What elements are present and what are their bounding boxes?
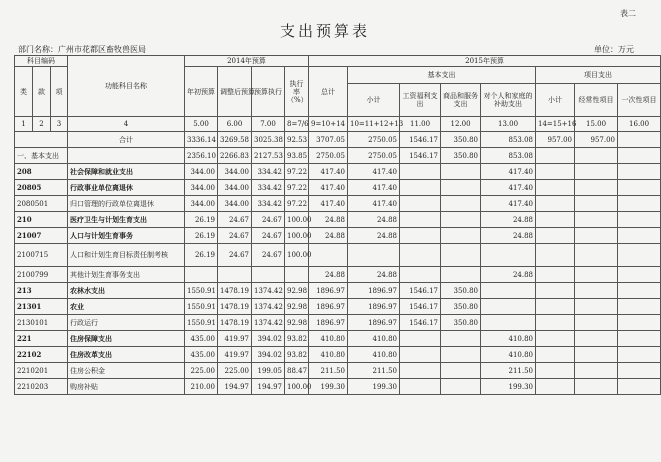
value-cell: 199.30: [348, 379, 400, 395]
subject-code-cell: 20805: [15, 180, 68, 196]
value-cell: 853.08: [481, 148, 536, 164]
value-cell: 225.00: [218, 363, 252, 379]
header-budget-2015: 2015年预算: [309, 56, 661, 67]
value-cell: 350.80: [441, 315, 481, 331]
value-cell: [575, 244, 618, 267]
value-cell: [618, 379, 661, 395]
value-cell: [618, 347, 661, 363]
function-name-cell: 社会保障和就业支出: [68, 164, 185, 180]
value-cell: [536, 164, 575, 180]
value-cell: [575, 148, 618, 164]
value-cell: 1896.97: [348, 299, 400, 315]
value-cell: [536, 347, 575, 363]
value-cell: 350.80: [441, 132, 481, 148]
value-cell: [618, 132, 661, 148]
value-cell: [400, 180, 441, 196]
value-cell: 1546.17: [400, 315, 441, 331]
table-row: [15, 331, 661, 347]
value-cell: 1374.42: [252, 315, 285, 331]
index-cell: 9=10+14: [309, 117, 348, 132]
value-cell: 1546.17: [400, 132, 441, 148]
function-name-cell: 合计: [68, 132, 185, 148]
unit-label: 单位：万元: [594, 45, 634, 54]
value-cell: 2750.05: [348, 148, 400, 164]
table-row: [15, 299, 661, 315]
index-row: [15, 117, 661, 132]
value-cell: 3336.14: [185, 132, 218, 148]
value-cell: 1546.17: [400, 148, 441, 164]
value-cell: 417.40: [348, 196, 400, 212]
header-subject-code: 科目编码: [15, 56, 68, 67]
value-cell: [536, 212, 575, 228]
header-func-name: 功能科目名称: [68, 56, 185, 117]
value-cell: [441, 331, 481, 347]
value-cell: 26.19: [185, 244, 218, 267]
value-cell: 419.97: [218, 331, 252, 347]
value-cell: 1896.97: [309, 315, 348, 331]
value-cell: 410.80: [348, 347, 400, 363]
value-cell: [575, 379, 618, 395]
value-cell: [575, 283, 618, 299]
value-cell: 1478.19: [218, 315, 252, 331]
table-row: [15, 267, 661, 283]
value-cell: [400, 196, 441, 212]
value-cell: 24.67: [218, 244, 252, 267]
subject-code-cell: 21301: [15, 299, 68, 315]
value-cell: 1896.97: [348, 283, 400, 299]
function-name-cell: 归口管理的行政单位离退休: [68, 196, 185, 212]
value-cell: 24.88: [348, 267, 400, 283]
value-cell: 2127.53: [252, 148, 285, 164]
value-cell: [618, 363, 661, 379]
value-cell: 92.53: [285, 132, 309, 148]
value-cell: [400, 164, 441, 180]
table-row: [15, 315, 661, 331]
value-cell: 344.00: [185, 164, 218, 180]
value-cell: [441, 164, 481, 180]
value-cell: 2356.10: [185, 148, 218, 164]
value-cell: 957.00: [536, 132, 575, 148]
value-cell: 350.80: [441, 299, 481, 315]
value-cell: 97.22: [285, 196, 309, 212]
index-cell: 3: [51, 117, 68, 132]
header-exec-rate: 执行率（%）: [285, 67, 309, 117]
value-cell: [575, 299, 618, 315]
value-cell: 1478.19: [218, 299, 252, 315]
value-cell: 24.88: [481, 228, 536, 244]
value-cell: [252, 267, 285, 283]
function-name-cell: 人口和计划生育目标责任制考核: [68, 244, 185, 267]
value-cell: 344.00: [218, 164, 252, 180]
value-cell: 957.00: [575, 132, 618, 148]
value-cell: 394.02: [252, 331, 285, 347]
value-cell: 93.82: [285, 331, 309, 347]
value-cell: 3269.58: [218, 132, 252, 148]
value-cell: [536, 283, 575, 299]
value-cell: 419.97: [218, 347, 252, 363]
value-cell: 1478.19: [218, 283, 252, 299]
value-cell: 199.05: [252, 363, 285, 379]
header-basic: 基本支出: [348, 67, 536, 84]
function-name-cell: 其他计划生育事务支出: [68, 267, 185, 283]
table-row: [15, 196, 661, 212]
value-cell: [536, 363, 575, 379]
value-cell: [400, 267, 441, 283]
value-cell: [618, 267, 661, 283]
subject-code-cell: 210: [15, 212, 68, 228]
value-cell: 334.42: [252, 164, 285, 180]
value-cell: [575, 196, 618, 212]
value-cell: [618, 180, 661, 196]
index-cell: 12.00: [441, 117, 481, 132]
value-cell: [618, 212, 661, 228]
value-cell: 853.08: [481, 132, 536, 148]
value-cell: 100.00: [285, 212, 309, 228]
header-lei: 类: [15, 67, 33, 117]
header-recurring: 经常性项目: [575, 84, 618, 117]
value-cell: [441, 180, 481, 196]
value-cell: [536, 180, 575, 196]
value-cell: [575, 164, 618, 180]
index-cell: 7.00: [252, 117, 285, 132]
header-project-subtotal: 小计: [536, 84, 575, 117]
value-cell: 417.40: [481, 196, 536, 212]
table-row: [15, 132, 661, 148]
value-cell: 334.42: [252, 180, 285, 196]
index-cell: 13.00: [481, 117, 536, 132]
header-basic-subtotal: 小计: [348, 84, 400, 117]
value-cell: [348, 244, 400, 267]
value-cell: [400, 228, 441, 244]
function-name-cell: 人口与计划生育事务: [68, 228, 185, 244]
subject-code-cell: 2100715: [15, 244, 68, 267]
value-cell: [536, 315, 575, 331]
value-cell: [185, 267, 218, 283]
value-cell: 100.00: [285, 228, 309, 244]
value-cell: 1550.91: [185, 283, 218, 299]
value-cell: 410.80: [481, 347, 536, 363]
value-cell: [400, 331, 441, 347]
value-cell: [536, 331, 575, 347]
value-cell: [536, 228, 575, 244]
subject-code-cell: 2210201: [15, 363, 68, 379]
function-name-cell: 农业: [68, 299, 185, 315]
value-cell: 1374.42: [252, 283, 285, 299]
value-cell: [618, 315, 661, 331]
index-cell: 15.00: [575, 117, 618, 132]
value-cell: [481, 283, 536, 299]
subject-code-cell: 21007: [15, 228, 68, 244]
value-cell: [575, 212, 618, 228]
function-name-cell: 行政运行: [68, 315, 185, 331]
index-cell: 8=7/6: [285, 117, 309, 132]
value-cell: 394.02: [252, 347, 285, 363]
value-cell: [441, 212, 481, 228]
table-row: [15, 164, 661, 180]
subject-code-cell: 2080501: [15, 196, 68, 212]
value-cell: 211.50: [348, 363, 400, 379]
header-execution: 预算执行: [252, 67, 285, 117]
value-cell: 344.00: [185, 180, 218, 196]
table-row: [15, 363, 661, 379]
value-cell: 2266.83: [218, 148, 252, 164]
value-cell: 24.67: [218, 228, 252, 244]
subject-code-cell: 213: [15, 283, 68, 299]
subject-code-cell: 一、基本支出: [15, 148, 68, 164]
value-cell: [481, 315, 536, 331]
value-cell: 1374.42: [252, 299, 285, 315]
value-cell: 24.67: [252, 228, 285, 244]
value-cell: 100.00: [285, 244, 309, 267]
value-cell: 24.88: [348, 228, 400, 244]
header-onetime: 一次性项目: [618, 84, 661, 117]
value-cell: [400, 212, 441, 228]
value-cell: [400, 379, 441, 395]
header-project: 项目支出: [536, 67, 661, 84]
value-cell: [575, 363, 618, 379]
function-name-cell: 住房保障支出: [68, 331, 185, 347]
value-cell: [441, 196, 481, 212]
table-row: [15, 212, 661, 228]
value-cell: [400, 347, 441, 363]
value-cell: 417.40: [348, 180, 400, 196]
value-cell: 24.88: [481, 267, 536, 283]
function-name-cell: 农林水支出: [68, 283, 185, 299]
value-cell: 410.80: [481, 331, 536, 347]
value-cell: [575, 180, 618, 196]
value-cell: [400, 244, 441, 267]
table-row: [15, 244, 661, 267]
value-cell: 344.00: [185, 196, 218, 212]
value-cell: 344.00: [218, 180, 252, 196]
value-cell: [575, 228, 618, 244]
value-cell: [481, 244, 536, 267]
value-cell: 435.00: [185, 331, 218, 347]
subject-code-cell: 2100799: [15, 267, 68, 283]
value-cell: 24.88: [481, 212, 536, 228]
value-cell: 1896.97: [309, 283, 348, 299]
header-budget-2014: 2014年预算: [185, 56, 309, 67]
value-cell: 92.98: [285, 299, 309, 315]
table-row: [15, 180, 661, 196]
value-cell: [441, 363, 481, 379]
value-cell: 24.67: [252, 212, 285, 228]
value-cell: 88.47: [285, 363, 309, 379]
value-cell: 211.50: [481, 363, 536, 379]
value-cell: 24.67: [252, 244, 285, 267]
index-cell: 4: [68, 117, 185, 132]
value-cell: 92.98: [285, 315, 309, 331]
subject-code-cell: 2210203: [15, 379, 68, 395]
index-cell: 2: [33, 117, 51, 132]
value-cell: [481, 299, 536, 315]
value-cell: 97.22: [285, 180, 309, 196]
header-initial: 年初预算: [185, 67, 218, 117]
value-cell: 410.80: [348, 331, 400, 347]
header-wage: 工资福利支出: [400, 84, 441, 117]
value-cell: 100.00: [285, 379, 309, 395]
index-cell: 5.00: [185, 117, 218, 132]
value-cell: 26.19: [185, 228, 218, 244]
value-cell: 2750.05: [348, 132, 400, 148]
department-name: 部门名称：广州市花都区畜牧兽医局: [18, 45, 146, 54]
header-goods: 商品和服务支出: [441, 84, 481, 117]
value-cell: [309, 244, 348, 267]
index-cell: 6.00: [218, 117, 252, 132]
value-cell: [618, 196, 661, 212]
index-cell: 16.00: [618, 117, 661, 132]
value-cell: 417.40: [309, 164, 348, 180]
value-cell: 344.00: [218, 196, 252, 212]
function-name-cell: 行政事业单位离退休: [68, 180, 185, 196]
value-cell: [536, 196, 575, 212]
value-cell: 1550.91: [185, 315, 218, 331]
value-cell: [618, 164, 661, 180]
value-cell: 3025.38: [252, 132, 285, 148]
header-kuan: 款: [33, 67, 51, 117]
value-cell: [441, 267, 481, 283]
value-cell: 26.19: [185, 212, 218, 228]
value-cell: [441, 244, 481, 267]
value-cell: [536, 379, 575, 395]
value-cell: 417.40: [309, 196, 348, 212]
budget-table: [14, 55, 661, 395]
value-cell: 211.50: [309, 363, 348, 379]
value-cell: 210.00: [185, 379, 218, 395]
value-cell: 350.80: [441, 148, 481, 164]
value-cell: 1896.97: [348, 315, 400, 331]
value-cell: [441, 379, 481, 395]
value-cell: [618, 331, 661, 347]
value-cell: 3707.05: [309, 132, 348, 148]
value-cell: [536, 267, 575, 283]
value-cell: 199.30: [481, 379, 536, 395]
value-cell: [618, 299, 661, 315]
value-cell: [441, 347, 481, 363]
function-name-cell: [68, 148, 185, 164]
table-row: [15, 148, 661, 164]
value-cell: 24.88: [309, 212, 348, 228]
value-cell: [536, 148, 575, 164]
table-row: [15, 379, 661, 395]
value-cell: [618, 244, 661, 267]
page-title: 支出预算表: [279, 22, 370, 40]
function-name-cell: 购房补贴: [68, 379, 185, 395]
subject-code-cell: 221: [15, 331, 68, 347]
function-name-cell: 医疗卫生与计划生育支出: [68, 212, 185, 228]
value-cell: [575, 315, 618, 331]
subject-code-cell: 208: [15, 164, 68, 180]
subject-code-cell: 22102: [15, 347, 68, 363]
value-cell: 93.85: [285, 148, 309, 164]
value-cell: 417.40: [481, 180, 536, 196]
table-row: [15, 228, 661, 244]
value-cell: [618, 283, 661, 299]
value-cell: [575, 331, 618, 347]
value-cell: [575, 347, 618, 363]
page-number: 表二: [620, 9, 636, 18]
function-name-cell: 住房公积金: [68, 363, 185, 379]
value-cell: [618, 228, 661, 244]
value-cell: [441, 228, 481, 244]
value-cell: 24.88: [348, 212, 400, 228]
value-cell: 194.97: [252, 379, 285, 395]
value-cell: 194.97: [218, 379, 252, 395]
header-adjusted: 调整后预算: [218, 67, 252, 117]
value-cell: 24.88: [309, 267, 348, 283]
value-cell: 92.98: [285, 283, 309, 299]
value-cell: [536, 244, 575, 267]
value-cell: 417.40: [481, 164, 536, 180]
value-cell: 1546.17: [400, 283, 441, 299]
value-cell: 93.82: [285, 347, 309, 363]
value-cell: 435.00: [185, 347, 218, 363]
table-row: [15, 347, 661, 363]
value-cell: [618, 148, 661, 164]
value-cell: 1550.91: [185, 299, 218, 315]
value-cell: 1896.97: [309, 299, 348, 315]
table-row: [15, 283, 661, 299]
function-name-cell: 住房改革支出: [68, 347, 185, 363]
value-cell: [536, 299, 575, 315]
value-cell: [575, 267, 618, 283]
value-cell: 2750.05: [309, 148, 348, 164]
value-cell: [218, 267, 252, 283]
value-cell: 1546.17: [400, 299, 441, 315]
value-cell: 24.88: [309, 228, 348, 244]
value-cell: 199.30: [309, 379, 348, 395]
value-cell: 417.40: [309, 180, 348, 196]
index-cell: 11.00: [400, 117, 441, 132]
value-cell: [285, 267, 309, 283]
index-cell: 14=15+16: [536, 117, 575, 132]
value-cell: 410.80: [309, 331, 348, 347]
value-cell: 97.22: [285, 164, 309, 180]
value-cell: 350.80: [441, 283, 481, 299]
value-cell: 410.80: [309, 347, 348, 363]
index-cell: 10=11+12+13: [348, 117, 400, 132]
value-cell: 417.40: [348, 164, 400, 180]
header-total: 总计: [309, 67, 348, 117]
value-cell: 334.42: [252, 196, 285, 212]
index-cell: 1: [15, 117, 33, 132]
header-personal: 对个人和家庭的补助支出: [481, 84, 536, 117]
subject-code-cell: [15, 132, 68, 148]
header-xiang: 项: [51, 67, 68, 117]
subject-code-cell: 2130101: [15, 315, 68, 331]
value-cell: [400, 363, 441, 379]
value-cell: 225.00: [185, 363, 218, 379]
value-cell: 24.67: [218, 212, 252, 228]
